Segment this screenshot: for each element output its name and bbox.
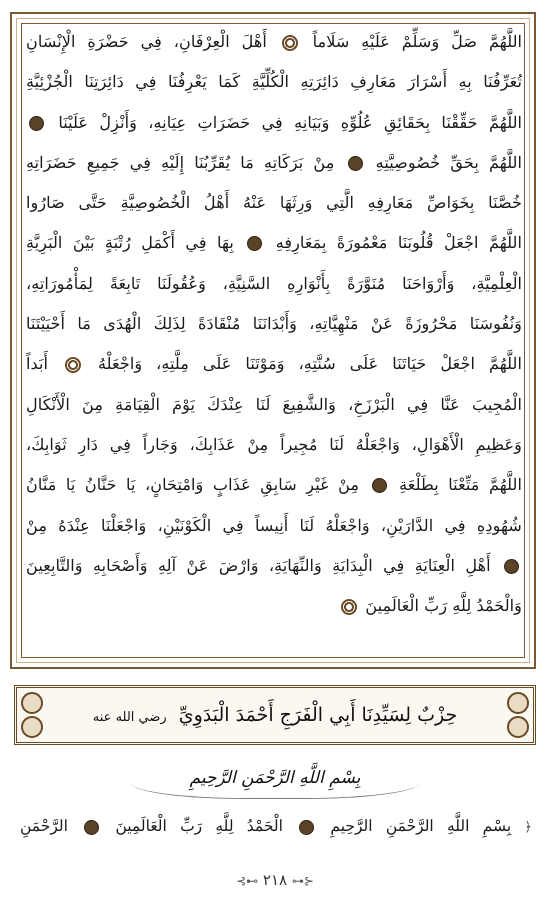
text-segment: وَنُفُوسَنَا مَحْرُوزَةً عَنْ مَنْهِيَّاتِهِ، وَأَبْدَانَنَا مُنْقَادَةً لِذَلِكَ الْهُدَى مَا أَحْيَيْتَنَا — [26, 314, 522, 334]
text-segment: تُعَرِّفُنَا بِهِ أَسْرَارَ مَعَارِفِ دَائِرَتِهِ الْكُلِّيَّةِ كَمَا يَعْرِفُنَا فِي دَائِرَتِنَا الْجُزْئِيَّةِ — [26, 72, 522, 92]
corner-ornament-icon — [21, 692, 43, 714]
text-segment: اللَّهُمَّ اجْعَلْ حَيَاتَنَا عَلَى سُنَّتِهِ، وَمَوْتَنَا عَلَى مِلَّتِهِ، وَاجْعَلْهُ — [97, 354, 522, 374]
text-line — [20, 806, 532, 846]
text-line — [26, 143, 522, 183]
text-segment: وَعَظِيمِ الْأَهْوَالِ، وَاجْعَلْهُ لَنَا مُجِيراً مِنْ عَذَابِكَ، وَجَاراً فِي دَارِ ثَوَابِكَ، — [26, 434, 522, 454]
verse-separator-icon — [29, 116, 44, 131]
sunburst-separator-icon — [341, 599, 357, 615]
verse-separator-icon — [348, 156, 363, 171]
text-segment: شُهُودِهِ فِي الدَّارَيْنِ، وَاجْعَلْهُ لَنَا أَنِيساً فِي الْكَوْنَيْنِ، وَاجْعَلْنَا عِنْدَهُ مِنْ — [26, 515, 522, 535]
page-number: ٢١٨ — [262, 871, 288, 889]
text-line — [26, 385, 522, 425]
prayer-text-block — [26, 22, 522, 667]
text-segment: أَهْلِ الْعِنَايَةِ فِي الْبِدَايَةِ وَالنِّهَايَةِ، وَارْضَ عَنْ آلِهِ وَأَصْحَابِهِ وَالتَّابِعِينَ — [26, 555, 491, 575]
verse-separator-icon — [504, 559, 519, 574]
text-line — [26, 506, 522, 546]
text-line — [26, 183, 522, 223]
section-title-text: حِزْبٌ لِسَيِّدِنَا أَبِي الْفَرَجِ أَحْمَدَ الْبَدَوِيِّ — [178, 704, 458, 726]
text-segment: خُصَّنَا بِخَوَاصِّ مَعَارِفِهِ الَّتِي وَرِثَهَا عَنْهُ أَهْلُ الْخُصُوصِيَّةِ حَتَّى صَارُوا — [26, 193, 522, 213]
text-segment: بِسْمِ اللَّهِ الرَّحْمَنِ الرَّحِيمِ — [330, 817, 512, 835]
sunburst-separator-icon — [65, 357, 81, 373]
text-segment: اللَّهُمَّ حَقِّقْنَا بِحَقَائِقِ عُلُوِّهِ وَبَيَانِهِ فِي حَضَرَاتِ عِيَانِهِ، وَأَنْزِلْ عَلَيْنَا — [58, 112, 522, 132]
text-segment: وَالْحَمْدُ لِلَّهِ رَبِّ الْعَالَمِينَ — [365, 596, 522, 616]
section-title — [57, 688, 493, 742]
ornate-bracket: ﴿ — [524, 820, 533, 835]
text-segment: بِهَا فِي أَكْمَلِ رُتْبَةٍ بَيْنَ الْبَرِيَّةِ — [26, 233, 234, 253]
footer-ornament-icon: ⊰⊷ — [236, 874, 259, 888]
verse-separator-icon — [247, 236, 262, 251]
sunburst-separator-icon — [282, 35, 298, 51]
text-line — [26, 344, 522, 384]
text-line — [26, 425, 522, 465]
verse-separator-icon — [84, 820, 99, 835]
text-line — [26, 62, 522, 102]
text-segment: مِنْ غَيْرِ سَابِقِ عَذَابٍ وَامْتِحَانٍ، يَا حَنَّانُ يَا مَنَّانُ — [26, 475, 360, 495]
text-line — [26, 22, 522, 62]
text-segment: اللَّهُمَّ مَتِّعْنَا بِطَلْعَةِ — [399, 475, 522, 495]
text-segment: أَهْلَ الْعِرْفَانِ، فِي حَضْرَةِ الْإِنْسَانِ — [26, 32, 267, 51]
text-segment: اللَّهُمَّ صَلِّ وَسَلِّمْ عَلَيْهِ سَلَاماً — [312, 32, 522, 51]
text-segment: الْمُجِيبَ عَنَّا فِي الْبَرْزَخِ، وَالشَّفِيعَ لَنَا عِنْدَكَ يَوْمَ الْقِيَامَةِ مِنَ الْأَنْكَالِ — [26, 394, 522, 414]
text-line — [26, 223, 522, 263]
corner-ornament-icon — [21, 716, 43, 738]
footer-ornament-icon: ⊶⊱ — [291, 874, 314, 888]
text-segment: اللَّهُمَّ اجْعَلْ قُلُوبَنَا مَعْمُورَةً بِمَعَارِفِهِ — [275, 233, 522, 253]
text-segment: الْحَمْدُ لِلَّهِ رَبِّ الْعَالَمِينَ — [115, 817, 283, 835]
text-line — [26, 103, 522, 143]
text-line — [26, 304, 522, 344]
text-line — [26, 264, 522, 304]
text-segment: الْعِلْمِيَّةِ، وَأَرْوَاحَنَا مُنَوَّرَةً بِأَنْوَارِهِ السَّنِيَّةِ، وَعُقُولَنَا تَابِعَةً لِمَأْمُورَاتِهِ، — [26, 273, 522, 293]
text-line — [26, 465, 522, 505]
text-segment: اللَّهُمَّ بِحَقِّ خُصُوصِيَّتِهِ — [375, 152, 522, 172]
text-segment: الرَّحْمَنِ — [20, 817, 68, 835]
text-line — [26, 586, 522, 626]
text-line — [26, 546, 522, 586]
section-title-banner — [14, 685, 536, 745]
basmala-calligraphy: بِسْمِ اللَّهِ الرَّحْمَنِ الرَّحِيمِ — [130, 758, 420, 799]
honorific-ligature: رضي الله عنه — [92, 710, 167, 725]
verse-separator-icon — [372, 478, 387, 493]
text-segment: مِنْ بَرَكَاتِهِ مَا يُقَرِّبُنَا إِلَيْهِ فِي جَمِيعِ حَضَرَاتِهِ — [26, 152, 335, 172]
corner-ornament-icon — [507, 692, 529, 714]
verse-separator-icon — [299, 820, 314, 835]
corner-ornament-icon — [507, 716, 529, 738]
text-segment: أَبَداً — [26, 354, 48, 374]
page-footer — [205, 868, 345, 892]
